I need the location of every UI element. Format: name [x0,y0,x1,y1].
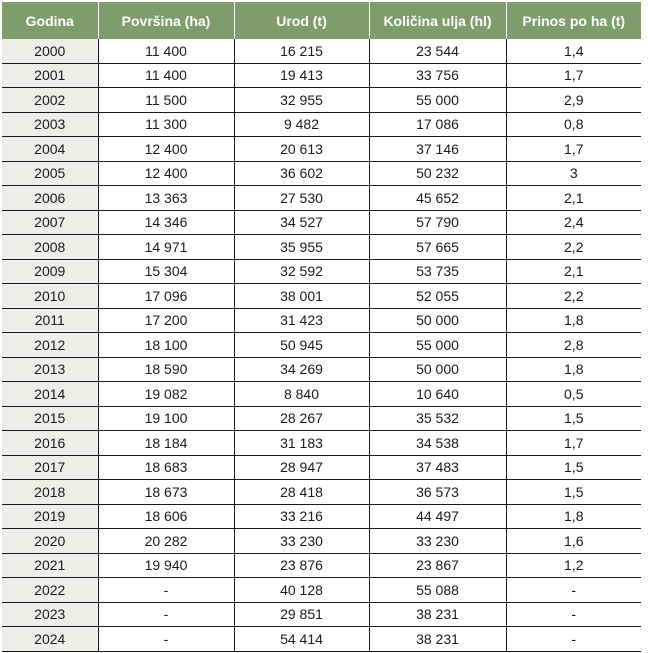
table-row [2,39,641,63]
cell-oil-quantity: 34 538 [369,431,506,456]
cell-yield-per-ha: 1,5 [506,455,641,480]
cell-year: 2009 [2,259,98,284]
table-row [2,88,641,113]
table-row [2,63,641,88]
cell-yield-per-ha: 1,6 [506,529,641,554]
cell-year: 2024 [2,627,98,652]
cell-area: 11 500 [98,88,234,113]
cell-yield-per-ha: 3 [506,161,641,186]
cell-yield-per-ha: 1,4 [506,39,641,63]
cell-area: 18 673 [98,480,234,505]
cell-harvest: 9 482 [234,112,369,137]
cell-yield-per-ha: 1,7 [506,63,641,88]
cell-harvest: 31 423 [234,308,369,333]
cell-area: 12 400 [98,137,234,162]
cell-oil-quantity: 17 086 [369,112,506,137]
cell-yield-per-ha: 1,7 [506,431,641,456]
cell-oil-quantity: 38 231 [369,602,506,627]
cell-area: 18 683 [98,455,234,480]
cell-oil-quantity: 44 497 [369,504,506,529]
cell-oil-quantity: 37 483 [369,455,506,480]
table-row [2,210,641,235]
cell-oil-quantity: 38 231 [369,627,506,652]
cell-year: 2021 [2,553,98,578]
cell-harvest: 23 876 [234,553,369,578]
cell-oil-quantity: 55 000 [369,88,506,113]
cell-yield-per-ha: 1,8 [506,357,641,382]
cell-oil-quantity: 52 055 [369,284,506,309]
cell-yield-per-ha: 1,8 [506,308,641,333]
cell-area: 14 346 [98,210,234,235]
cell-oil-quantity: 50 232 [369,161,506,186]
cell-area: - [98,627,234,652]
table-row [2,406,641,431]
cell-yield-per-ha: 2,8 [506,333,641,358]
cell-year: 2007 [2,210,98,235]
cell-harvest: 50 945 [234,333,369,358]
header-oil-quantity: Količina ulja (hl) [369,2,506,39]
cell-year: 2023 [2,602,98,627]
cell-yield-per-ha: 2,2 [506,235,641,260]
cell-harvest: 8 840 [234,382,369,407]
table-row [2,186,641,211]
cell-area: 15 304 [98,259,234,284]
cell-oil-quantity: 57 790 [369,210,506,235]
table-row [2,259,641,284]
cell-year: 2006 [2,186,98,211]
cell-oil-quantity: 23 544 [369,39,506,63]
cell-harvest: 34 527 [234,210,369,235]
cell-year: 2020 [2,529,98,554]
cell-oil-quantity: 50 000 [369,308,506,333]
cell-area: 11 400 [98,63,234,88]
cell-harvest: 54 414 [234,627,369,652]
cell-harvest: 28 418 [234,480,369,505]
cell-oil-quantity: 36 573 [369,480,506,505]
cell-oil-quantity: 33 230 [369,529,506,554]
table-row [2,627,641,652]
cell-oil-quantity: 55 000 [369,333,506,358]
table-row [2,357,641,382]
table-row [2,382,641,407]
table-row [2,504,641,529]
cell-area: 11 400 [98,39,234,63]
cell-oil-quantity: 33 756 [369,63,506,88]
table-body [2,39,641,651]
header-area: Površina (ha) [98,2,234,39]
cell-area: 18 590 [98,357,234,382]
cell-yield-per-ha: 0,5 [506,382,641,407]
cell-harvest: 32 955 [234,88,369,113]
cell-year: 2014 [2,382,98,407]
cell-harvest: 38 001 [234,284,369,309]
cell-area: 20 282 [98,529,234,554]
table-row [2,235,641,260]
table-row [2,578,641,603]
cell-area: 17 096 [98,284,234,309]
cell-year: 2003 [2,112,98,137]
cell-area: 13 363 [98,186,234,211]
cell-harvest: 19 413 [234,63,369,88]
cell-area: 18 100 [98,333,234,358]
cell-area: 19 100 [98,406,234,431]
cell-yield-per-ha: - [506,578,641,603]
cell-year: 2001 [2,63,98,88]
cell-harvest: 40 128 [234,578,369,603]
cell-area: 19 940 [98,553,234,578]
olive-production-table-container [2,2,641,652]
cell-yield-per-ha: 0,8 [506,112,641,137]
cell-oil-quantity: 37 146 [369,137,506,162]
cell-oil-quantity: 35 532 [369,406,506,431]
cell-yield-per-ha: 2,4 [506,210,641,235]
cell-area: 14 971 [98,235,234,260]
cell-year: 2019 [2,504,98,529]
cell-area: 17 200 [98,308,234,333]
cell-year: 2004 [2,137,98,162]
table-row [2,602,641,627]
cell-harvest: 29 851 [234,602,369,627]
cell-area: 19 082 [98,382,234,407]
cell-harvest: 35 955 [234,235,369,260]
cell-year: 2015 [2,406,98,431]
cell-year: 2017 [2,455,98,480]
cell-year: 2016 [2,431,98,456]
cell-year: 2010 [2,284,98,309]
cell-harvest: 28 947 [234,455,369,480]
header-harvest: Urod (t) [234,2,369,39]
cell-harvest: 31 183 [234,431,369,456]
cell-year: 2002 [2,88,98,113]
cell-harvest: 34 269 [234,357,369,382]
cell-harvest: 32 592 [234,259,369,284]
cell-oil-quantity: 57 665 [369,235,506,260]
table-row [2,455,641,480]
header-yield-per-ha: Prinos po ha (t) [506,2,641,39]
cell-year: 2018 [2,480,98,505]
cell-year: 2000 [2,39,98,63]
cell-oil-quantity: 45 652 [369,186,506,211]
cell-area: - [98,602,234,627]
cell-yield-per-ha: 2,1 [506,186,641,211]
cell-harvest: 28 267 [234,406,369,431]
table-row [2,431,641,456]
table-row [2,480,641,505]
cell-harvest: 16 215 [234,39,369,63]
cell-yield-per-ha: - [506,602,641,627]
cell-yield-per-ha: 1,7 [506,137,641,162]
cell-yield-per-ha: - [506,627,641,652]
table-row [2,137,641,162]
cell-yield-per-ha: 2,9 [506,88,641,113]
cell-oil-quantity: 53 735 [369,259,506,284]
table-row [2,161,641,186]
table-row [2,553,641,578]
table-header-row [2,2,641,39]
cell-yield-per-ha: 1,5 [506,480,641,505]
cell-year: 2008 [2,235,98,260]
cell-oil-quantity: 10 640 [369,382,506,407]
cell-oil-quantity: 55 088 [369,578,506,603]
cell-harvest: 27 530 [234,186,369,211]
olive-production-table [2,2,641,652]
table-row [2,308,641,333]
cell-yield-per-ha: 1,8 [506,504,641,529]
cell-yield-per-ha: 2,1 [506,259,641,284]
cell-harvest: 20 613 [234,137,369,162]
cell-oil-quantity: 50 000 [369,357,506,382]
cell-year: 2012 [2,333,98,358]
cell-year: 2005 [2,161,98,186]
cell-yield-per-ha: 2,2 [506,284,641,309]
header-year: Godina [2,2,98,39]
cell-harvest: 36 602 [234,161,369,186]
cell-yield-per-ha: 1,2 [506,553,641,578]
cell-year: 2013 [2,357,98,382]
table-row [2,333,641,358]
cell-area: 12 400 [98,161,234,186]
cell-area: 11 300 [98,112,234,137]
cell-harvest: 33 230 [234,529,369,554]
cell-area: - [98,578,234,603]
cell-area: 18 184 [98,431,234,456]
table-row [2,284,641,309]
table-row [2,529,641,554]
cell-year: 2011 [2,308,98,333]
table-row [2,112,641,137]
cell-area: 18 606 [98,504,234,529]
cell-yield-per-ha: 1,5 [506,406,641,431]
cell-harvest: 33 216 [234,504,369,529]
cell-year: 2022 [2,578,98,603]
cell-oil-quantity: 23 867 [369,553,506,578]
